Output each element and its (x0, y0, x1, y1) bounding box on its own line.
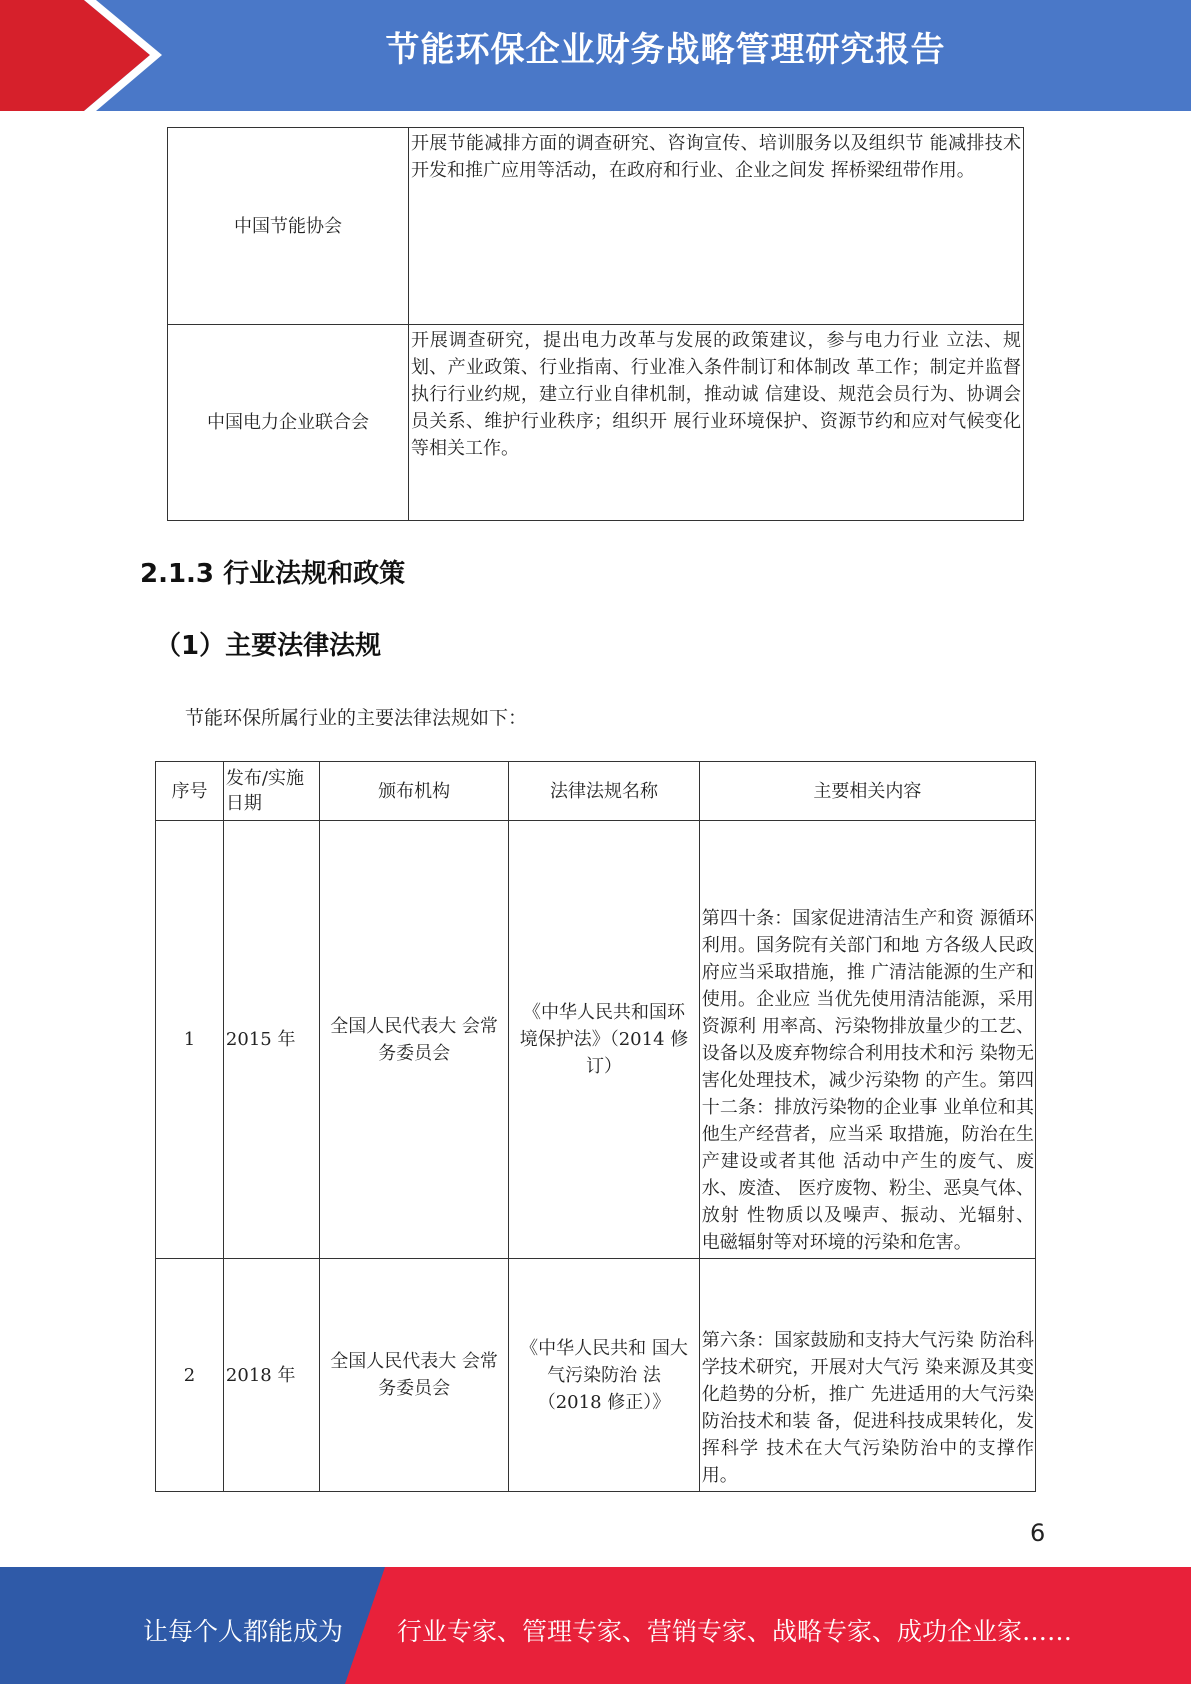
row-content: 第四十条：国家促进清洁生产和资 源循环利用。国务院有关部门和地 方各级人民政府应当采取措施，推 广清洁能源的生产和使用。企业应 当优先使用清洁能源，采用资源利 用率高、污染物排放量少的工艺、 设备以及废弃物综合利用技术和污 染物无害化处理技术，减少污染物 的产生。第四十二条：排放污染物的企业事 业单位和其他生产经营者，应当采 取措施，防治在生产建设或者其他 活动中产生的废气、废水、废渣、 医疗废物、粉尘、恶臭气体、放射 性物质以及噪声、振动、光辐射、 电磁辐射等对环境的污染和危害。 (699, 821, 1035, 1259)
header-law: 法律法规名称 (509, 762, 699, 821)
row-content: 第六条：国家鼓励和支持大气污染 防治科学技术研究，开展对大气污 染来源及其变化趋势的分析，推广 先进适用的大气污染防治技术和装 备，促进科技成果转化，发挥科学 技术在大气污染防治中的支撑作 用。 (699, 1259, 1035, 1492)
row-org: 全国人民代表大 会常务委员会 (319, 1259, 508, 1492)
header-content: 主要相关内容 (699, 762, 1035, 821)
header-org: 颁布机构 (319, 762, 508, 821)
row-no: 1 (156, 821, 224, 1259)
row-org: 全国人民代表大 会常务委员会 (319, 821, 508, 1259)
subsection-heading: （1）主要法律法规 (155, 631, 382, 661)
report-title: 节能环保企业财务战略管理研究报告 (385, 30, 946, 70)
org-name: 中国节能协会 (168, 128, 409, 325)
org-description: 开展节能减排方面的调查研究、咨询宣传、培训服务以及组织节 能减排技术开发和推广应用等活动，在政府和行业、企业之间发 挥桥梁纽带作用。 (409, 128, 1024, 325)
header-date: 发布/实施日期 (223, 762, 319, 821)
law-table-container (155, 761, 1036, 1486)
header-no: 序号 (156, 762, 224, 821)
table-row (156, 1259, 1036, 1492)
association-table (167, 127, 1024, 521)
page-number: 6 (1030, 1519, 1046, 1547)
table-row (156, 821, 1036, 1259)
page-header (0, 0, 1191, 111)
table-row (168, 128, 1024, 325)
row-date: 2015 年 (223, 821, 319, 1259)
row-law-name: 《中华人民共和国环境保护法》（2014 修订） (509, 821, 699, 1259)
row-no: 2 (156, 1259, 224, 1492)
table-row (168, 325, 1024, 521)
section-heading: 2.1.3 行业法规和政策 (140, 559, 406, 589)
footer-slogan-left: 让每个人都能成为 (143, 1617, 344, 1646)
row-law-name: 《中华人民共和 国大气污染防治 法（2018 修正）》 (509, 1259, 699, 1492)
page-footer (0, 1567, 1191, 1684)
row-date: 2018 年 (223, 1259, 319, 1492)
org-description: 开展调查研究，提出电力改革与发展的政策建议，参与电力行业 立法、规划、产业政策、行业指南、行业准入条件制订和体制改 革工作；制定并监督执行行业约规，建立行业自律机制，推动诚 信建设、规范会员行为、协调会员关系、维护行业秩序；组织开 展行业环境保护、资源节约和应对气候变化等相关工作。 (409, 325, 1024, 521)
org-name: 中国电力企业联合会 (168, 325, 409, 521)
footer-slogan-right: 行业专家、管理专家、营销专家、战略专家、成功企业家…… (397, 1617, 1073, 1646)
table-header-row (156, 762, 1036, 821)
intro-paragraph: 节能环保所属行业的主要法律法规如下： (185, 707, 528, 729)
law-table (155, 761, 1036, 1492)
